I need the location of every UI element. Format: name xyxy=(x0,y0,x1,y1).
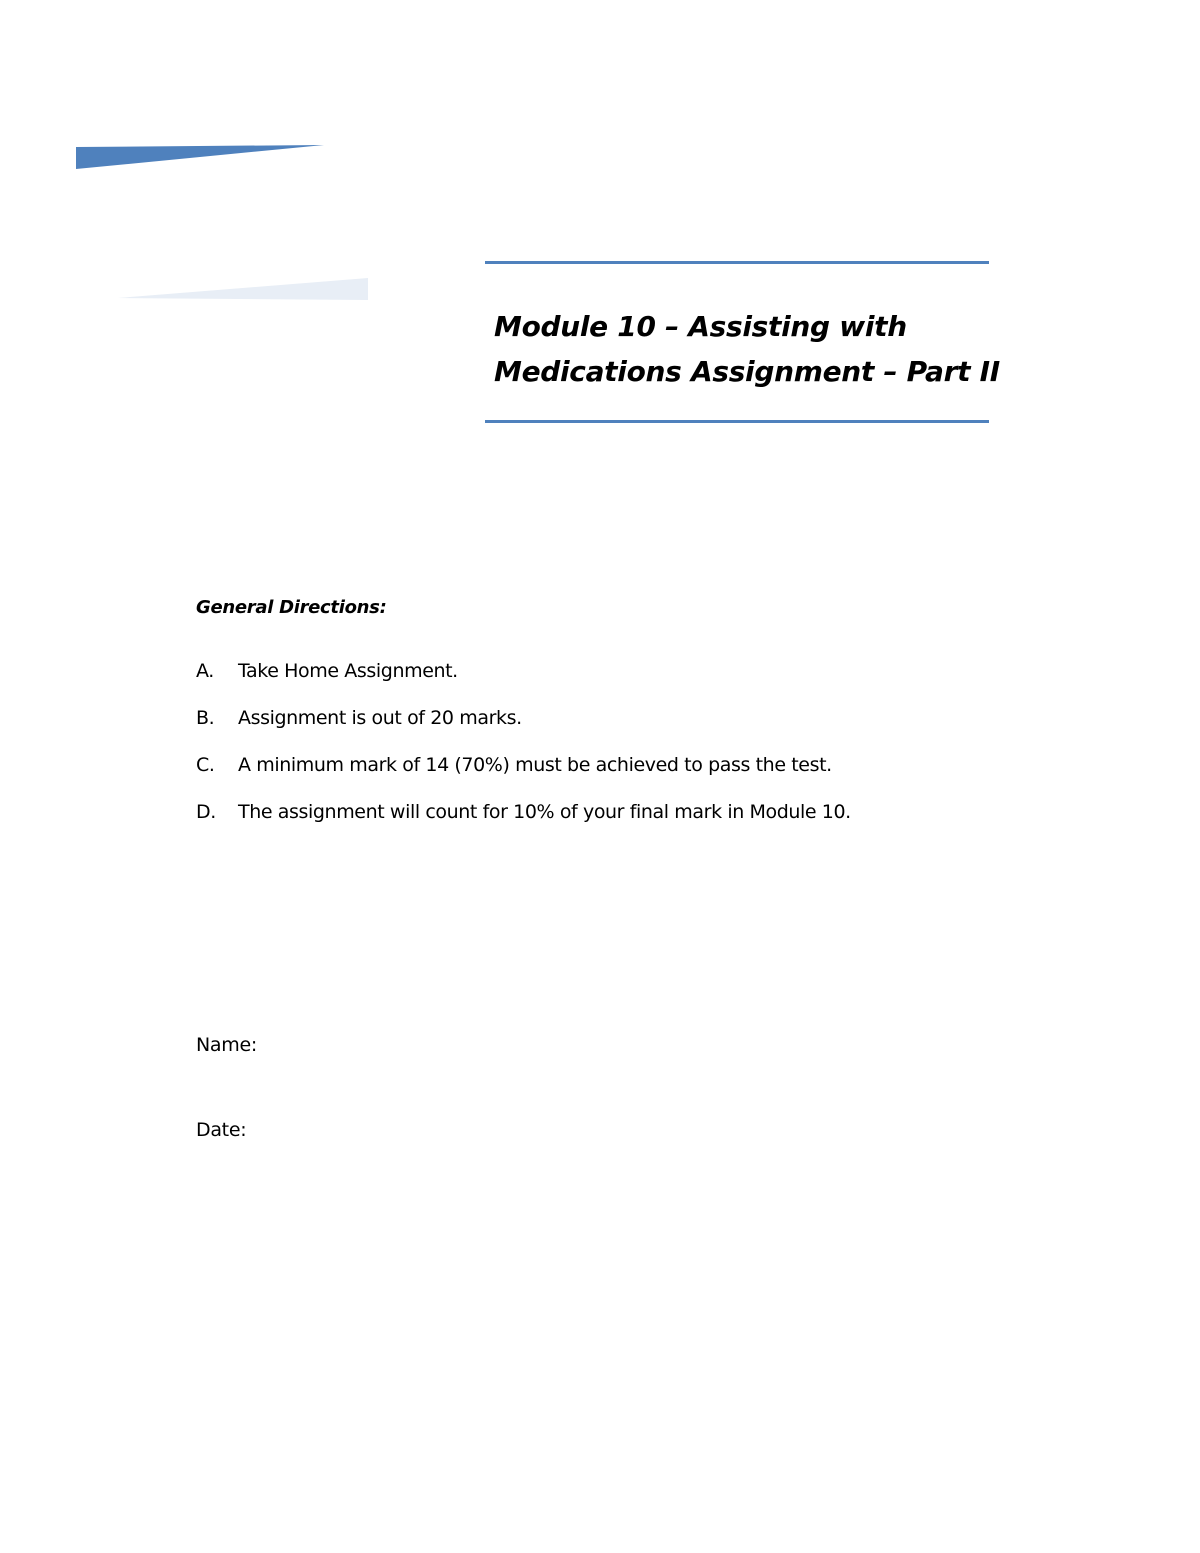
list-item-text: Take Home Assignment. xyxy=(238,660,458,682)
directions-heading: General Directions: xyxy=(196,597,387,618)
list-item-letter: B. xyxy=(196,707,215,729)
decorative-faint-shape xyxy=(118,276,368,302)
name-label: Name: xyxy=(196,1034,257,1056)
list-item-letter: D. xyxy=(196,801,216,823)
list-item-text: A minimum mark of 14 (70%) must be achieved to pass the test. xyxy=(238,754,832,776)
title-top-rule xyxy=(485,261,989,264)
document-title xyxy=(494,304,1000,394)
title-bottom-rule xyxy=(485,420,989,423)
decorative-wedge-shape xyxy=(76,143,324,169)
list-item-letter: A. xyxy=(196,660,214,682)
title-line-2: Medications Assignment – Part II xyxy=(494,355,1000,388)
list-item-letter: C. xyxy=(196,754,215,776)
date-label: Date: xyxy=(196,1119,247,1141)
list-item-text: The assignment will count for 10% of your final mark in Module 10. xyxy=(238,801,851,823)
list-item-text: Assignment is out of 20 marks. xyxy=(238,707,522,729)
title-line-1: Module 10 – Assisting with xyxy=(494,310,907,343)
